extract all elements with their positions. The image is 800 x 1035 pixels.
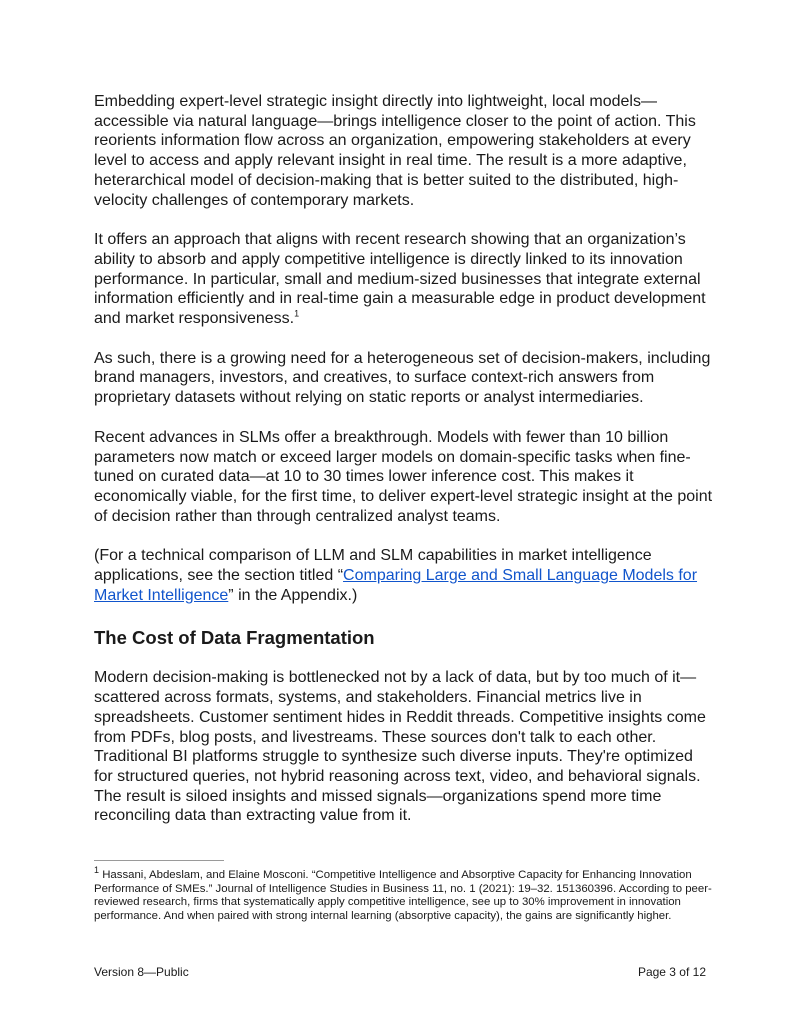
paragraph-5 xyxy=(94,546,714,605)
footnote-ref-1[interactable]: 1 xyxy=(294,308,300,319)
paragraph-3: As such, there is a growing need for a heterogeneous set of decision-makers, including brand managers, investors, and creatives, to surface context-rich answers from proprietary datasets without relying on static reports or analyst intermediaries. xyxy=(94,349,711,407)
appendix-link[interactable]: Comparing Large and Small Language Models for Market Intelligence xyxy=(94,567,698,604)
footnote-1 xyxy=(94,865,714,923)
document-body xyxy=(94,92,714,826)
paragraph-4: Recent advances in SLMs offer a breakthrough. Models with fewer than 10 billion parameters now match or exceed larger models on domain-specific tasks when fine-tuned on curated data—at 10 to 30 times lower inference cost. This makes it economically viable, for the first time, to deliver expert-level strategic insight at the point of decision rather than through centralized analyst teams. xyxy=(94,428,713,525)
footnote-divider xyxy=(94,860,224,861)
paragraph-6: Modern decision-making is bottlenecked not by a lack of data, but by too much of it—scattered across formats, systems, and stakeholders. Financial metrics live in spreadsheets. Customer sentiment hides in Reddit threads. Competitive insights come from PDFs, blog posts, and livestreams. These sources don't talk to each other. xyxy=(94,669,706,746)
footer-version: Version 8—Public xyxy=(94,965,189,979)
footnote-number: 1 xyxy=(94,865,100,876)
paragraph-7: Traditional BI platforms struggle to synthesize such diverse inputs. They're optimized for structured queries, not hybrid reasoning across text, video, and behavioral signals. The result is siloed insights and missed signals—organizations spend more time reconciling data than extracting value from it. xyxy=(94,748,701,825)
paragraph-1: Embedding expert-level strategic insight directly into lightweight, local models—accessible via natural language—brings intelligence closer to the point of action. This reorients information flow across an organization, empowering stakeholders at every level to access and apply relevant insight in real time. The result is a more adaptive, heterarchical model of decision-making that is better suited to the distributed, high-velocity challenges of contemporary markets. xyxy=(94,93,696,209)
paragraph-2 xyxy=(94,230,714,329)
footnote-text: Hassani, Abdeslam, and Elaine Mosconi. “Competitive Intelligence and Absorptive Capacity for Enhancing Innovation Performance of SMEs.” Journal of Intelligence Studies in Business 11, no. 1 (2021): 19–32. 151360396. According to peer-reviewed research, firms that systematically apply competitive intelligence, see up to 30% improvement in innovation performance. And when paired with strong internal learning (absorptive capacity), the gains are significantly higher. xyxy=(94,869,712,922)
section-heading: The Cost of Data Fragmentation xyxy=(94,627,375,649)
footer-page-number: Page 3 of 12 xyxy=(637,965,706,979)
paragraph-5-before: (For a technical comparison of LLM and SLM capabilities in market intelligence applications, see the section titled “ xyxy=(94,547,652,585)
paragraph-2-text: It offers an approach that aligns with recent research showing that an organization’s ability to absorb and apply competitive intelligence is directly linked to its innovation performance. In particular, small and medium-sized businesses that integrate external information efficiently and in real-time gain a measurable edge in product development and market responsiveness. xyxy=(94,231,706,328)
paragraph-5-after: ” in the Appendix.) xyxy=(228,586,358,604)
